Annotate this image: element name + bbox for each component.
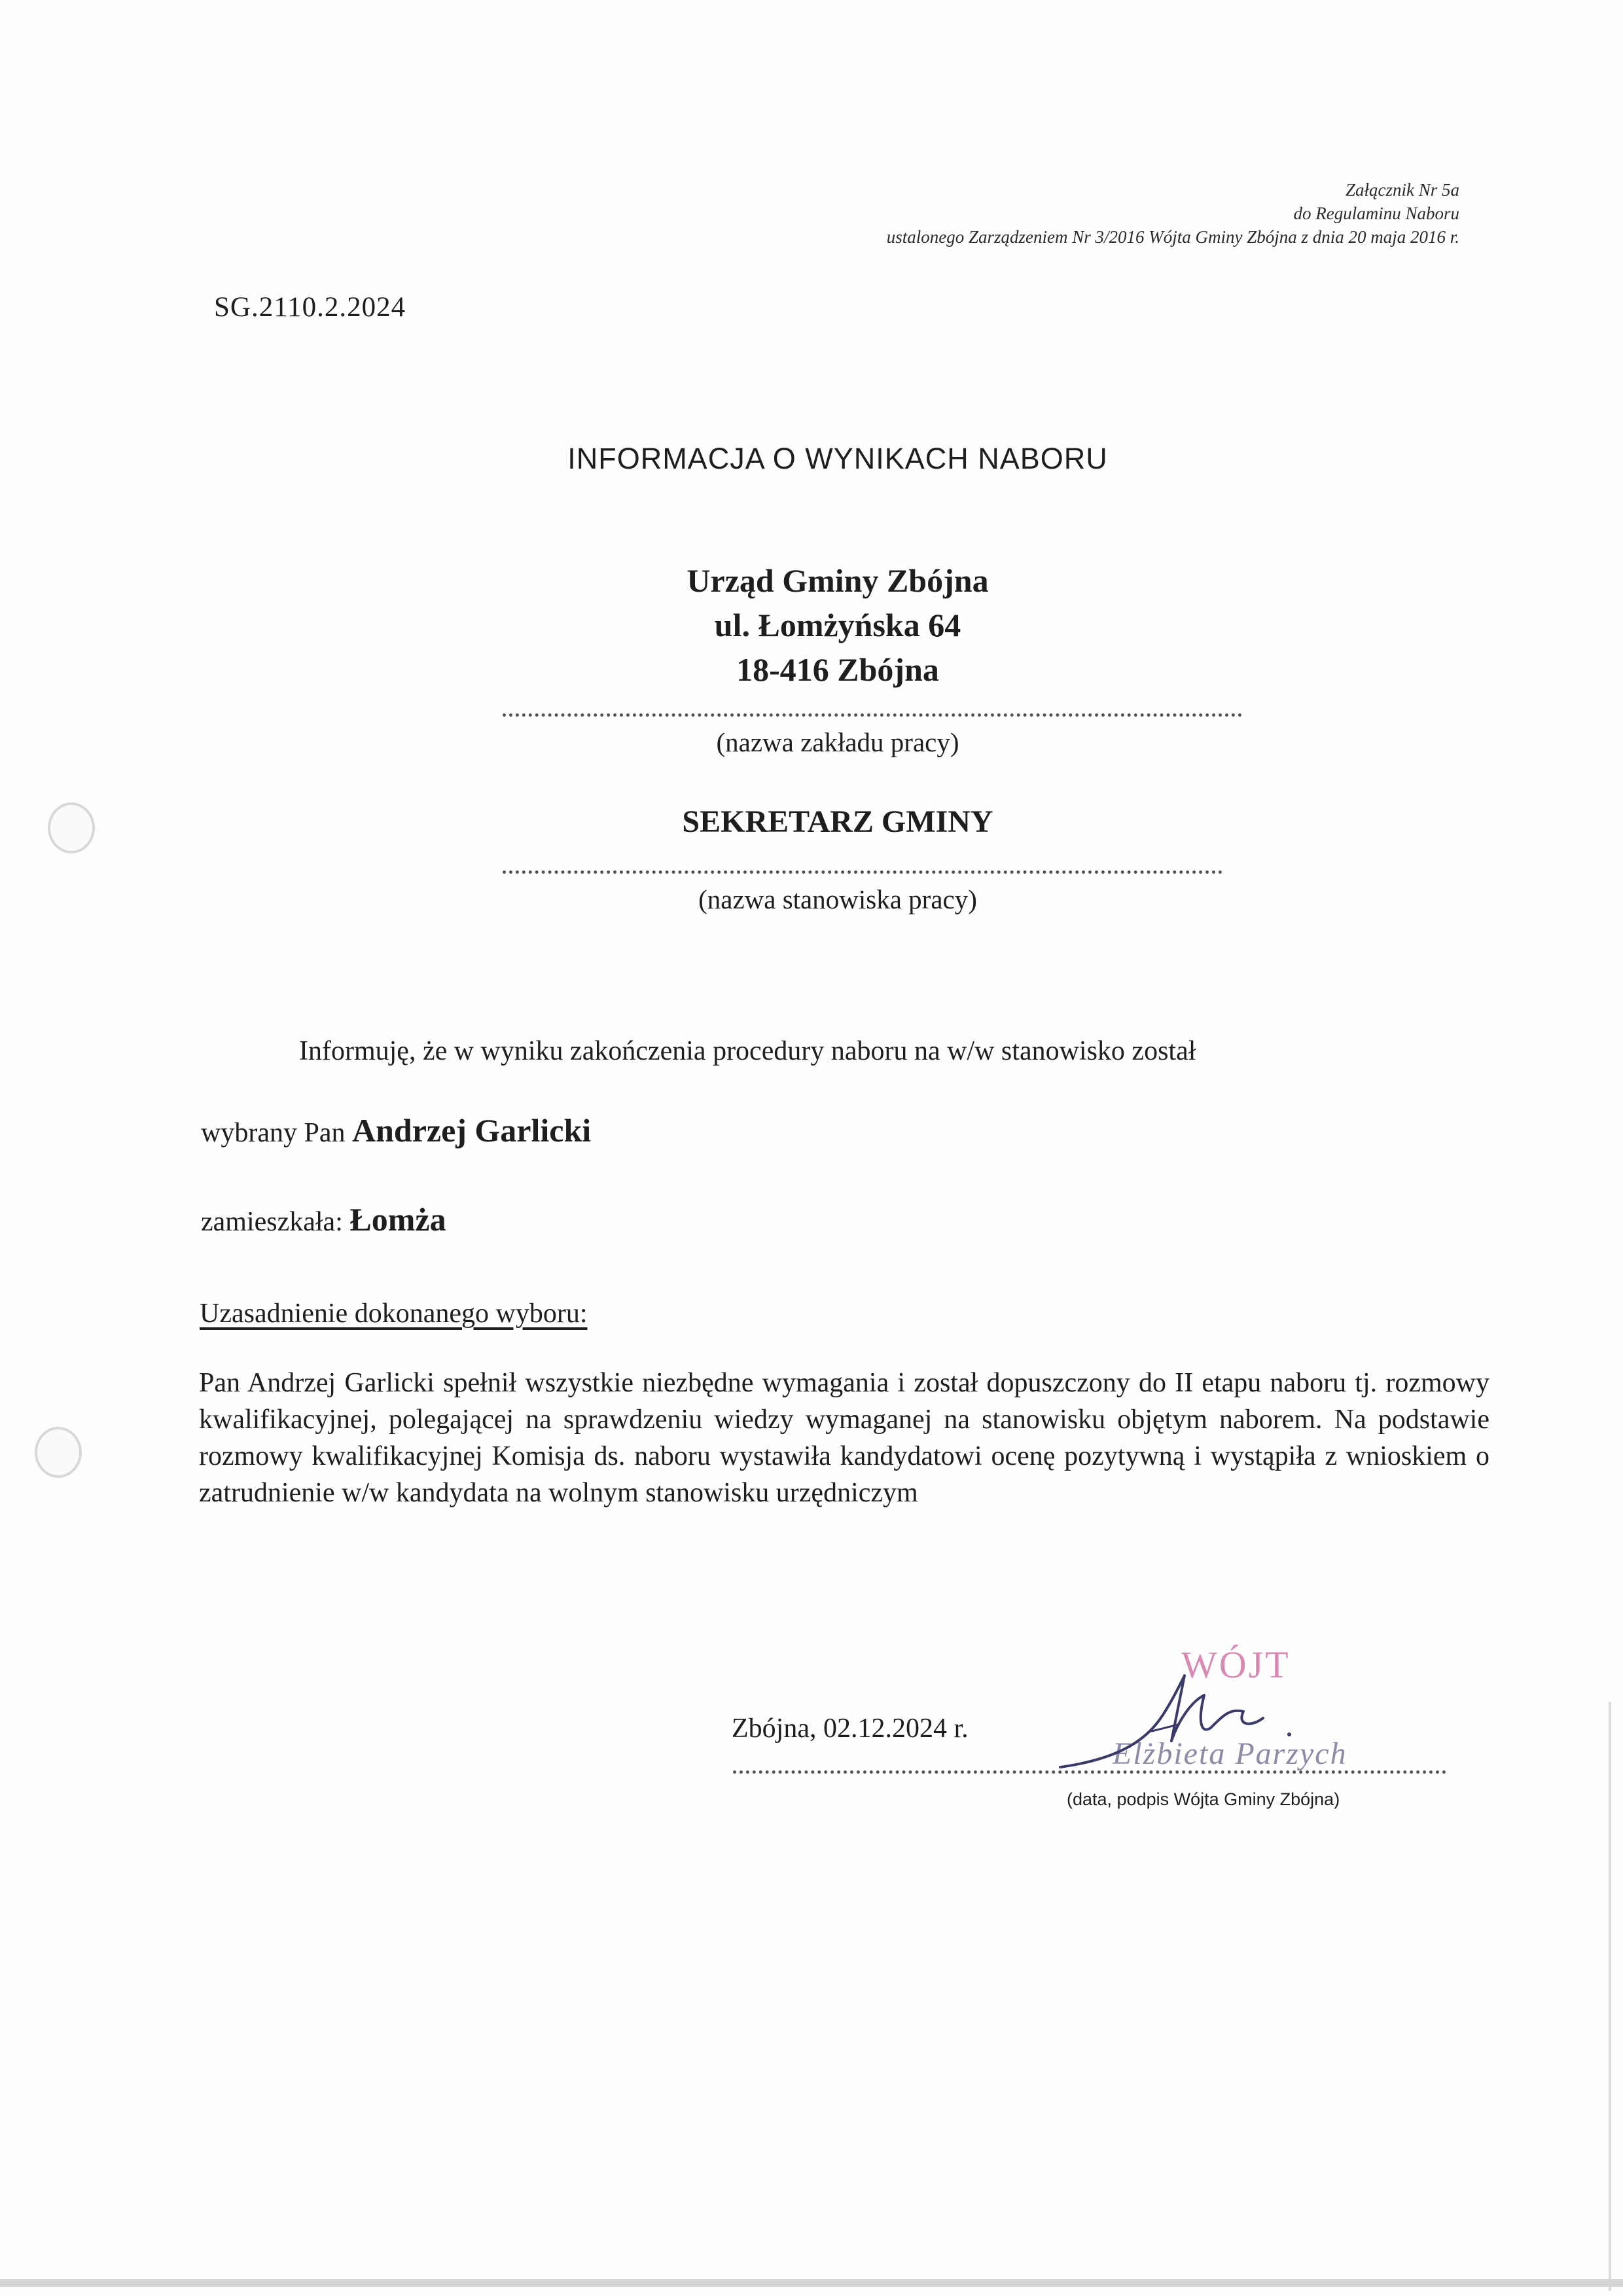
punch-hole-lower bbox=[35, 1427, 82, 1478]
justification-heading: Uzasadnienie dokonanego wyboru: bbox=[200, 1299, 588, 1329]
residence-line bbox=[201, 1200, 446, 1238]
annex-line-3: ustalonego Zarządzeniem Nr 3/2016 Wójta Gminy Zbójna z dnia 20 maja 2016 r. bbox=[886, 227, 1459, 247]
residence-prefix: zamieszkała: bbox=[201, 1207, 343, 1237]
scan-edge-right bbox=[1609, 1702, 1611, 2291]
annex-line-1: Załącznik Nr 5a bbox=[1345, 180, 1459, 200]
position-name: SEKRETARZ GMINY bbox=[682, 804, 993, 839]
selected-prefix: wybrany Pan bbox=[201, 1118, 346, 1148]
stamp-name: Elżbieta Parzych bbox=[1113, 1736, 1347, 1771]
stamp-title: WÓJT bbox=[1181, 1643, 1291, 1686]
employer-street: ul. Łomżyńska 64 bbox=[714, 607, 961, 643]
signature-caption: (data, podpis Wójta Gminy Zbójna) bbox=[1067, 1789, 1340, 1809]
annex-line-2: do Regulaminu Naboru bbox=[1293, 204, 1459, 223]
residence-value: Łomża bbox=[349, 1201, 446, 1238]
employer-name: Urząd Gminy Zbójna bbox=[687, 562, 989, 599]
employer-caption: (nazwa zakładu pracy) bbox=[716, 727, 959, 757]
employer-block bbox=[0, 558, 1623, 692]
selected-candidate-line bbox=[201, 1111, 591, 1149]
reference-number: SG.2110.2.2024 bbox=[214, 292, 406, 323]
position-dotted-line bbox=[503, 870, 1222, 874]
signature-image bbox=[1047, 1662, 1322, 1780]
annex-note bbox=[887, 178, 1459, 249]
justification-text: Pan Andrzej Garlicki spełnił wszystkie niezbędne wymagania i został dopuszczony do II etapu naboru tj. rozmowy kwalifikacyjnej, polegającej na sprawdzeniu wiedzy wymaganej na stanowisku objętym naborem. Na podstawie rozmowy kwalifikacyjnej Komisja ds. naboru wystawiła kandydatowi ocenę pozytywną i wystąpiła z wnioskiem o zatrudnienie w/w kandydata na wolnym stanowisku urzędniczym bbox=[199, 1368, 1489, 1508]
selected-name: Andrzej Garlicki bbox=[351, 1112, 592, 1149]
intro-text: Informuję, że w wyniku zakończenia procedury naboru na w/w stanowisko został bbox=[299, 1036, 1196, 1066]
employer-dotted-line bbox=[503, 713, 1242, 717]
place-date: Zbójna, 02.12.2024 r. bbox=[732, 1713, 969, 1744]
scan-edge-bottom bbox=[0, 2279, 1623, 2287]
position-caption: (nazwa stanowiska pracy) bbox=[698, 884, 977, 914]
employer-postal-city: 18-416 Zbójna bbox=[736, 651, 939, 688]
document-title: INFORMACJA O WYNIKACH NABORU bbox=[567, 442, 1108, 475]
